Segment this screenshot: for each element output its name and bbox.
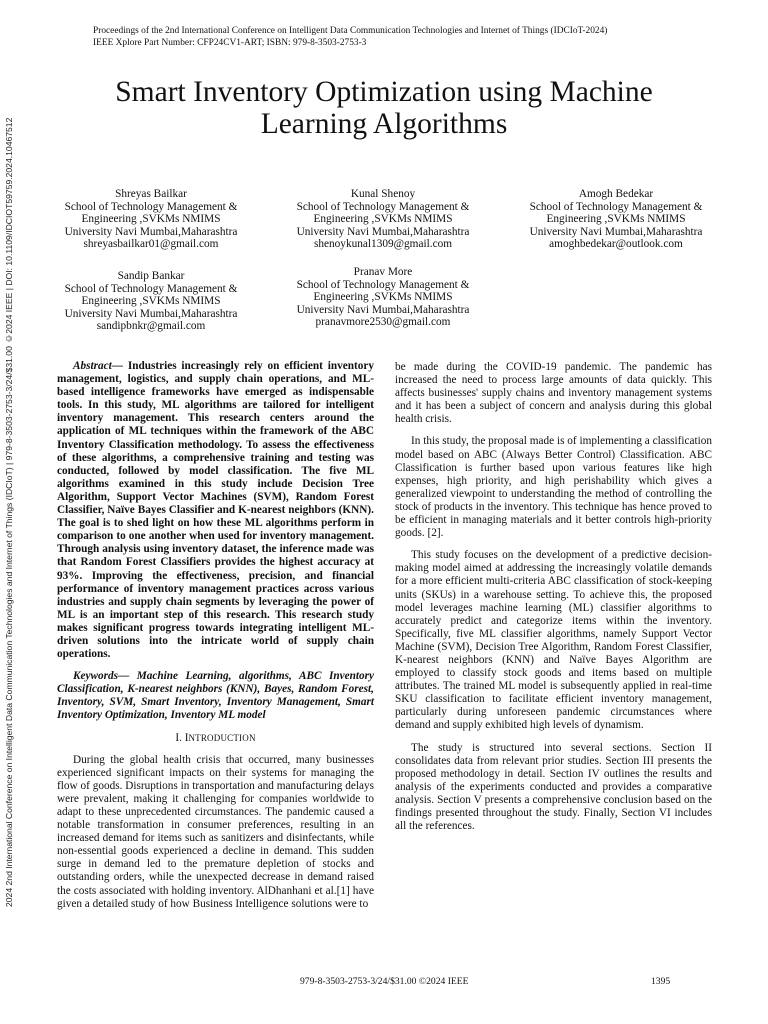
author-affiliation: Engineering ,SVKMs NMIMS bbox=[546, 213, 686, 226]
proceedings-header: Proceedings of the 2nd International Conference on Intelligent Data Communication Technologies and Internet of Things (IDCIoT-2024) bbox=[93, 26, 608, 36]
body-paragraph: The study is structured into several sections. Section II consolidates data from relevant prior studies. Section III presents the proposed methodology in detail. Section IV outlines the results and analysis of the experiments conducted and provides a comparative analysis. Section V presents a comprehensive conclusion based on the findings presented throughout the study. Finally, Section VI includes all the references. bbox=[395, 741, 712, 833]
author-affiliation: School of Technology Management & bbox=[529, 200, 703, 213]
author-block bbox=[516, 188, 716, 251]
body-paragraph: In this study, the proposal made is of implementing a classification model based on ABC (Always Better Control) Classification. ABC Classification is further based upon various features like high expenses, high priority, and high perishability which gives a generalized viewpoint to understanding the method of controlling the stock of products in the inventory. This technique has hence proved to be efficient in managing materials and it better controls high-priority goods. [2]. bbox=[395, 435, 712, 540]
author-name: Shreyas Bailkar bbox=[115, 188, 187, 200]
author-affiliation: University Navi Mumbai,Maharashtra bbox=[296, 303, 470, 316]
abstract-label: Abstract— bbox=[73, 360, 124, 372]
abstract bbox=[57, 360, 374, 661]
page-number: 1395 bbox=[651, 976, 671, 987]
author-affiliation: Engineering ,SVKMs NMIMS bbox=[313, 213, 453, 226]
author-email: amoghbedekar@outlook.com bbox=[549, 238, 683, 251]
abstract-text: Industries increasingly rely on efficient inventory management, logistics, and supply chain operations, and ML-based intelligence frameworks have emerged as indispensable tools. In this study, ML algorithms are tailored for intelligent inventory management. This research centers around the application of ML techniques within the framework of the ABC Inventory Classification methodology. To assess the effectiveness of these algorithms, a comprehensive training and testing was conducted, followed by model classification. The five ML algorithms examined in this study include Decision Tree Algorithm, Support Vector Machines (SVM), Random Forest Classifier, Naïve Bayes Classifier and K-nearest neighbors (KNN). The goal is to shed light on how these ML algorithms perform in comparison to one another when used for inventory management. Through analysis using inventory dataset, the inference made was that Random Forest Classifiers provides the highest accuracy at 93%. Improving the effectiveness, precision, and financial performance of inventory management practices across various industries and supply chain segments by leveraging the power of ML is an important step of this research. This research study makes significant progress towards integrating intelligent ML-driven solutions into the intricate world of supply chain operations. bbox=[57, 360, 374, 661]
author-email: shreyasbailkar01@gmail.com bbox=[83, 238, 219, 251]
paper-title: Smart Inventory Optimization using Machine Learning Algorithms bbox=[115, 76, 653, 140]
right-column bbox=[395, 361, 712, 833]
author-affiliation: University Navi Mumbai,Maharashtra bbox=[529, 225, 703, 238]
author-email: shenoykunal1309@gmail.com bbox=[313, 238, 453, 251]
author-name: Kunal Shenoy bbox=[350, 188, 416, 200]
author-email: sandipbnkr@gmail.com bbox=[96, 320, 206, 333]
author-name: Pranav More bbox=[353, 266, 413, 278]
author-block bbox=[51, 188, 251, 251]
keywords: Keywords— Machine Learning, algorithms, ABC Inventory Classification, K-nearest neighbors (KNN), Bayes, Random Forest, Inventory, SVM, Smart Inventory, Inventory Management, Smart Inventory Optimization, Inventory ML model bbox=[57, 670, 374, 722]
author-name: Amogh Bedekar bbox=[578, 188, 654, 200]
author-email: pranavmore2530@gmail.com bbox=[315, 316, 451, 329]
author-block bbox=[283, 188, 483, 251]
author-block bbox=[51, 270, 251, 333]
footer-copyright: 979-8-3503-2753-3/24/$31.00 ©2024 IEEE bbox=[300, 976, 469, 987]
author-affiliation: School of Technology Management & bbox=[64, 200, 238, 213]
body-paragraph: This study focuses on the development of a predictive decision-making model aimed at addressing the increasingly volatile demands for a more efficient multi-criteria ABC classification of stock-keeping units (SKUs) in a warehouse setting. To achieve this, the proposed model leverages machine learning (ML) classifier algorithms to accurately predict and categorize items within the inventory. Specifically, five ML classifier algorithms, namely Support Vector Machine (SVM), Decision Tree Algorithm, Random Forest Classifier, K-nearest neighbors (KNN) and Naïve Bayes Algorithm are employed to classify stock goods and items based on multiple attributes. The trained ML model is subsequently applied in real-time SKU classification to facilitate efficient inventory management, particularly during unforeseen pandemic circumstances where demand and supply exhibited high levels of dynamism. bbox=[395, 549, 712, 732]
left-column bbox=[57, 360, 374, 911]
body-paragraph: be made during the COVID-19 pandemic. The pandemic has increased the need to process large amounts of data quickly. This affects businesses' supply chains and inventory management systems and it has been a subject of concern and analysis during this global health crisis. bbox=[395, 361, 712, 426]
author-name: Sandip Bankar bbox=[117, 270, 185, 282]
author-affiliation: University Navi Mumbai,Maharashtra bbox=[296, 225, 470, 238]
section-heading-introduction: I. INTRODUCTION bbox=[175, 731, 256, 744]
author-affiliation: Engineering ,SVKMs NMIMS bbox=[81, 295, 221, 308]
author-affiliation: School of Technology Management & bbox=[296, 278, 470, 291]
author-affiliation: School of Technology Management & bbox=[296, 200, 470, 213]
author-affiliation: University Navi Mumbai,Maharashtra bbox=[64, 307, 238, 320]
author-affiliation: Engineering ,SVKMs NMIMS bbox=[313, 291, 453, 304]
author-affiliation: Engineering ,SVKMs NMIMS bbox=[81, 213, 221, 226]
body-paragraph: During the global health crisis that occurred, many businesses experienced significant impacts on their systems for managing the flow of goods. Disruptions in transportation and manufacturing delays were prevalent, making it challenging for companies worldwide to adapt to these unprecedented circumstances. The pandemic caused a notable transformation in consumer preferences, resulting in an increased demand for items such as sanitizers and disinfectants, while non-essential goods experienced a decline in demand. This sudden surge in demand led to the premature depletion of stocks and outstanding orders, while the unexpected decrease in demand raised the costs associated with holding inventory. AlDhanhani et al.[1] have given a detailed study of how Business Intelligence solutions were to bbox=[57, 753, 374, 910]
side-citation-band: 2024 2nd International Conference on Intelligent Data Communication Technologies and Internet of Things (IDCIoT) | 979-8-3503-2753-3/24/$31.00 ©2024 IEEE | DOI: 10.1109/IDCIOT59759.2024.10467512 bbox=[4, 117, 14, 907]
author-affiliation: School of Technology Management & bbox=[64, 282, 238, 295]
author-affiliation: University Navi Mumbai,Maharashtra bbox=[64, 225, 238, 238]
author-block bbox=[283, 266, 483, 329]
ieee-part-number: IEEE Xplore Part Number: CFP24CV1-ART; ISBN: 979-8-3503-2753-3 bbox=[93, 38, 367, 48]
